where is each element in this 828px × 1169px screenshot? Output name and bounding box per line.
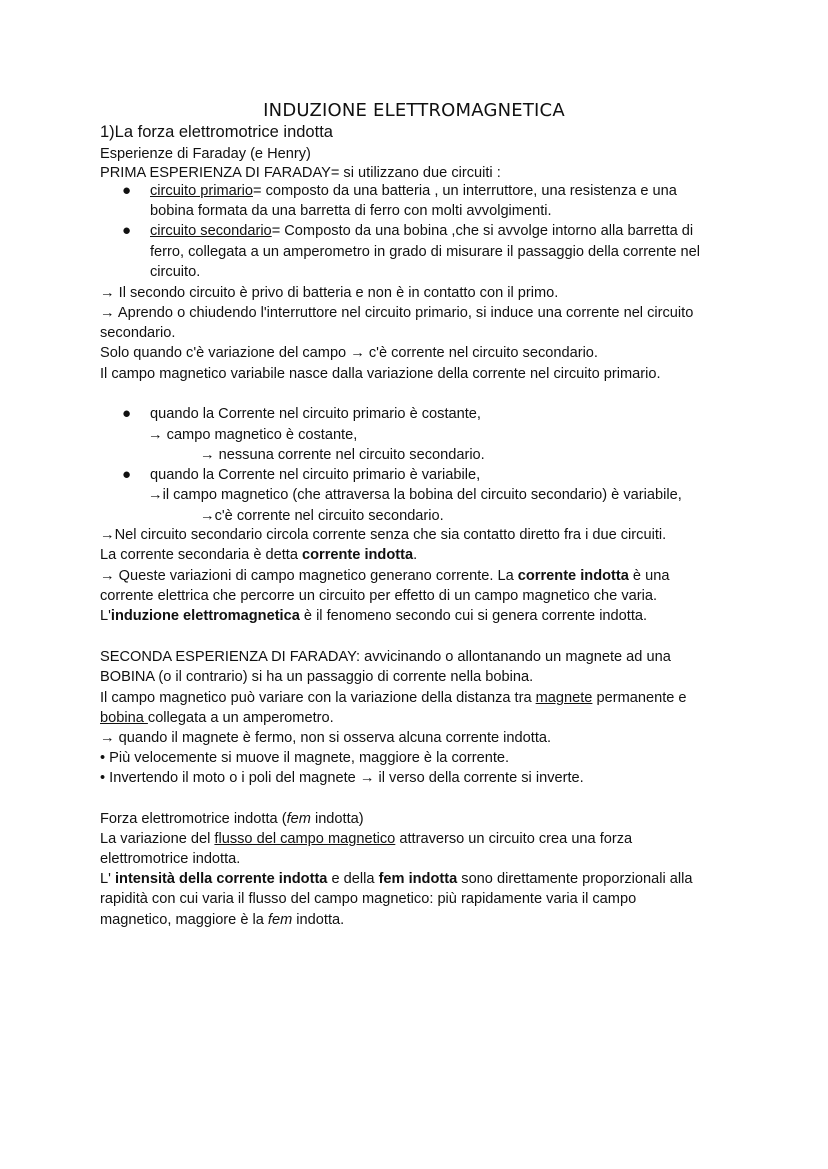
text-line: Forza elettromotrice indotta (fem indotta): [100, 811, 364, 827]
underlined-term: magnete: [535, 690, 593, 706]
text-line: rapidità con cui varia il flusso del campo magnetico: più rapidamente varia il campo: [100, 891, 637, 907]
bullet: ●: [122, 466, 132, 483]
text-line: Esperienze di Faraday (e Henry): [100, 146, 311, 162]
text-line: →il campo magnetico (che attraversa la bobina del circuito secondario) è variabile,: [148, 487, 682, 503]
text-line: ferro, collegata a un amperometro in grado di misurare il passaggio della corrente nel: [150, 244, 700, 260]
bullet: ●: [122, 182, 132, 199]
text-line: corrente elettrica che percorre un circuito per effetto di un campo magnetico che varia.: [100, 588, 658, 604]
term-circuito-primario: circuito primario: [150, 183, 253, 199]
underlined-term: bobina: [100, 710, 148, 726]
text-line: Il campo magnetico variabile nasce dalla variazione della corrente nel circuito primario.: [100, 366, 661, 382]
text-line: PRIMA ESPERIENZA DI FARADAY= si utilizzano due circuiti :: [100, 165, 501, 181]
text-line: La variazione del flusso del campo magnetico attraverso un circuito crea una forza: [100, 831, 633, 847]
bold-term: intensità della corrente indotta: [114, 871, 328, 887]
bold-term: corrente indotta: [302, 547, 414, 563]
text-line: → quando il magnete è fermo, non si osserva alcuna corrente indotta.: [100, 730, 552, 746]
list-item-primary: circuito primario= composto da una batteria , un interruttore, una resistenza e una: [150, 183, 677, 199]
text-line: bobina collegata a un amperometro.: [100, 710, 334, 726]
bullet: ●: [122, 222, 132, 239]
text-line: circuito.: [150, 264, 201, 280]
text-line: → campo magnetico è costante,: [148, 427, 358, 443]
text-line: SECONDA ESPERIENZA DI FARADAY: avvicinando o allontanando un magnete ad una: [100, 649, 671, 665]
text-line: Il campo magnetico può variare con la variazione della distanza tra magnete permanente e: [100, 690, 687, 706]
bullet: ●: [122, 405, 132, 422]
text-line: • Invertendo il moto o i poli del magnete → il verso della corrente si inverte.: [100, 770, 584, 786]
text-line: → Il secondo circuito è privo di batteria e non è in contatto con il primo.: [100, 285, 559, 301]
list-item-secondary: circuito secondario= Composto da una bobina ,che si avvolge intorno alla barretta di: [150, 223, 694, 239]
text-line: bobina formata da una barretta di ferro con molti avvolgimenti.: [150, 203, 552, 219]
text-line: • Più velocemente si muove il magnete, maggiore è la corrente.: [100, 750, 510, 766]
section-heading: 1)La forza elettromotrice indotta: [100, 123, 333, 141]
text-line: BOBINA (o il contrario) si ha un passaggio di corrente nella bobina.: [100, 669, 534, 685]
term-circuito-secondario: circuito secondario: [150, 223, 272, 239]
text-line: La corrente secondaria è detta corrente indotta.: [100, 547, 418, 563]
text-line: secondario.: [100, 325, 176, 341]
text-line: magnetico, maggiore è la fem indotta.: [100, 912, 345, 928]
text-line: L' intensità della corrente indotta e della fem indotta sono direttamente proporzionali alla: [100, 871, 693, 887]
text-line: →c'è corrente nel circuito secondario.: [200, 508, 444, 524]
text-line: → Queste variazioni di campo magnetico generano corrente. La corrente indotta è una: [100, 568, 670, 584]
text-line: → nessuna corrente nel circuito secondario.: [200, 447, 485, 463]
list-item: quando la Corrente nel circuito primario è costante,: [150, 406, 481, 422]
document-title: INDUZIONE ELETTROMAGNETICA: [263, 100, 565, 121]
text-line: Solo quando c'è variazione del campo → c'è corrente nel circuito secondario.: [100, 345, 598, 361]
text-line: L'induzione elettromagnetica è il fenomeno secondo cui si genera corrente indotta.: [100, 608, 648, 624]
text-line: elettromotrice indotta.: [100, 851, 241, 867]
text-line: → Aprendo o chiudendo l'interruttore nel circuito primario, si induce una corrente nel circuito: [100, 305, 694, 321]
list-item: quando la Corrente nel circuito primario è variabile,: [150, 467, 481, 483]
bold-term: fem indotta: [378, 871, 458, 887]
text-line: →Nel circuito secondario circola corrente senza che sia contatto diretto fra i due circuiti.: [100, 527, 667, 543]
bold-term: induzione elettromagnetica: [110, 608, 300, 624]
bold-term: corrente indotta: [517, 568, 629, 584]
underlined-term: flusso del campo magnetico: [214, 831, 396, 847]
